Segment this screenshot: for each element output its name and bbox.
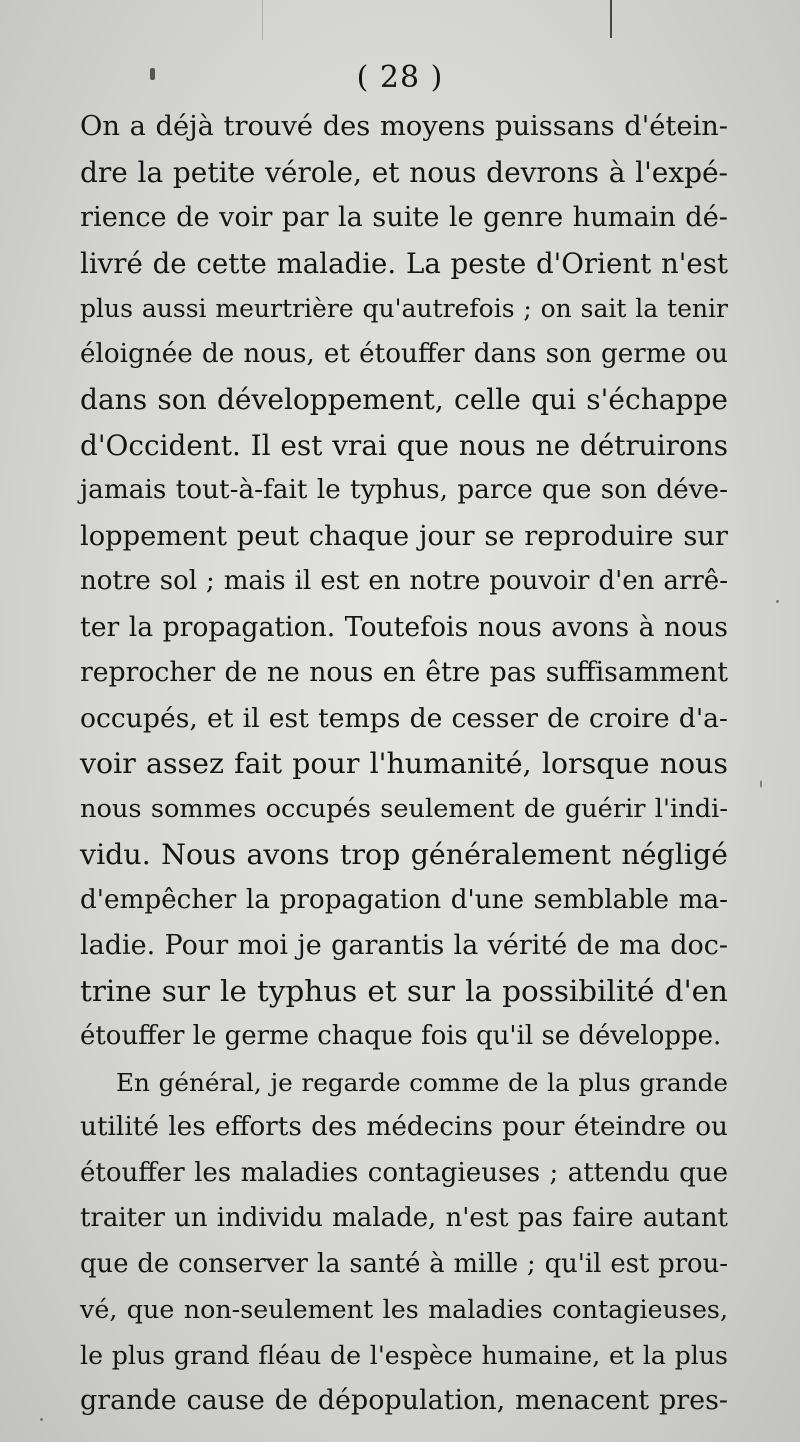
text-line: voir assez fait pour l'humanité, lorsque nous <box>80 747 728 780</box>
text-line: dans son développement, celle qui s'échappe <box>80 383 728 416</box>
text-line: rience de voir par la suite le genre humain dé- <box>80 202 728 233</box>
text-line: grande cause de dépopulation, menacent pres- <box>80 1385 728 1416</box>
text-line: vé, que non-seulement les maladies contagieuses, <box>80 1294 728 1324</box>
text-line: occupés, et il est temps de cesser de croire d'a- <box>80 702 728 734</box>
text-line: ladie. Pour moi je garantis la vérité de ma doc- <box>80 930 728 961</box>
text-line: plus aussi meurtrière qu'autrefois ; on sait la tenir <box>80 294 728 323</box>
text-line: nous sommes occupés seulement de guérir l'indi- <box>80 793 728 824</box>
text-line: notre sol ; mais il est en notre pouvoir d'en arrê- <box>80 566 728 596</box>
text-line: jamais tout-à-fait le typhus, parce que son déve- <box>80 475 728 505</box>
text-line: vidu. Nous avons trop généralement négligé <box>80 838 728 871</box>
paper-crease <box>610 0 612 38</box>
text-line: étouffer le germe chaque fois qu'il se développe. <box>80 1021 722 1051</box>
ink-speck <box>776 600 779 603</box>
text-line: dre la petite vérole, et nous devrons à l'expé- <box>80 155 728 189</box>
text-line: que de conserver la santé à mille ; qu'il est prou- <box>80 1248 728 1279</box>
text-line: utilité les efforts des médecins pour éteindre ou <box>80 1112 728 1142</box>
paper-crease <box>262 0 263 40</box>
paragraph-1 <box>80 104 728 1060</box>
page-number: ( 28 ) <box>356 60 444 95</box>
text-line: traiter un individu malade, n'est pas faire autant <box>80 1203 728 1233</box>
text-line: le plus grand fléau de l'espèce humaine, et la plus <box>80 1340 728 1370</box>
text-line: En général, je regarde comme de la plus grande <box>116 1067 728 1097</box>
ink-speck <box>40 1418 43 1421</box>
text-line: étouffer les maladies contagieuses ; attendu que <box>80 1157 728 1188</box>
text-line: ter la propagation. Toutefois nous avons à nous <box>80 611 728 643</box>
text-line: d'Occident. Il est vrai que nous ne détruirons <box>80 428 728 462</box>
text-line: livré de cette maladie. La peste d'Orient n'est <box>80 246 728 280</box>
text-line: reprocher de ne nous en être pas suffisamment <box>80 657 728 688</box>
text-line: trine sur le typhus et sur la possibilité d'en <box>80 973 728 1008</box>
paragraph-2 <box>80 1060 728 1424</box>
text-line: éloignée de nous, et étouffer dans son germe ou <box>80 338 728 369</box>
text-line: On a déjà trouvé des moyens puissans d'étein- <box>80 111 728 142</box>
text-line: d'empêcher la propagation d'une semblable ma- <box>80 884 728 915</box>
ink-speck <box>760 780 762 788</box>
text-line: loppement peut chaque jour se reproduire sur <box>80 520 728 552</box>
body-text <box>80 104 728 1424</box>
